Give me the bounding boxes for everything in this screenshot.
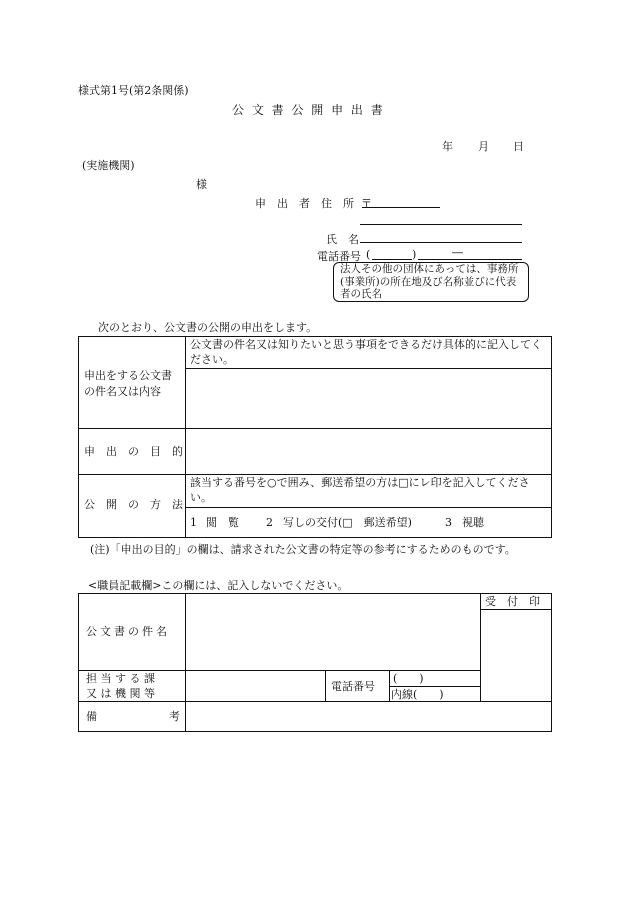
staff-label-divider: [185, 593, 186, 732]
phone-number-line[interactable]: [418, 259, 522, 260]
method-3-number[interactable]: 3: [445, 516, 452, 529]
dept-phone-divider-1: [325, 670, 326, 701]
name-line[interactable]: [360, 242, 522, 243]
phone-label: 電話番号: [317, 250, 361, 263]
form-number: 様式第1号(第2条関係): [78, 84, 189, 97]
staff-doc-name-label: 公文書の件名: [86, 625, 170, 638]
phone-paren-open: (: [366, 248, 371, 261]
method-copy-mail[interactable]: 写しの交付(□ 郵送希望): [283, 516, 412, 529]
doc-subject-label: 申出をする公文書の件名又は内容: [84, 369, 172, 398]
staff-section-heading: <職員記載欄>この欄には、記入しないでください。: [88, 579, 349, 592]
address-label: 申 出 者 住 所: [255, 197, 354, 210]
staff-row-line-2: [78, 701, 552, 702]
phone-area-line[interactable]: [372, 259, 412, 260]
dept-label-line2: 又 は 機 関 等: [86, 687, 155, 700]
name-label: 氏 名: [326, 233, 359, 246]
purpose-label: 申 出 の 目 的: [84, 445, 183, 458]
request-row3-subline: [185, 507, 552, 508]
page-title: 公 文 書 公 開 申 出 書: [232, 103, 385, 117]
method-listen[interactable]: 視聴: [462, 516, 484, 529]
staff-phone-paren: ( ): [393, 672, 424, 685]
staff-extension: 内線( ): [391, 688, 444, 701]
honorific-label: 様: [196, 178, 207, 191]
intro-text: 次のとおり、公文書の公開の申出をします。: [98, 321, 318, 334]
postal-mark: 〒: [361, 197, 372, 210]
method-view[interactable]: 閲 覧: [206, 516, 239, 529]
purpose-input-area[interactable]: [186, 429, 551, 473]
doc-subject-instruction: 公文書の件名又は知りたいと思う事項をできるだけ具体的に記入してください。: [190, 338, 542, 366]
remarks-label-right: 考: [169, 710, 180, 723]
method-instruction: 該当する番号を○で囲み、郵送希望の方は□にレ印を記入してください。: [190, 476, 530, 504]
address-line-2[interactable]: [360, 224, 522, 225]
phone-dash: ―: [452, 246, 463, 259]
staff-phone-label: 電話番号: [331, 680, 375, 693]
corp-note: 法人その他の団体にあっては、事務所(事業所)の所在地及び名称並びに代表者の氏名: [340, 263, 519, 300]
phone-paren-close: ): [412, 248, 417, 261]
dept-label-line1: 担 当 す る 課: [86, 672, 155, 685]
date-month-label: 月: [478, 140, 489, 153]
purpose-note: (注)「申出の目的」の欄は、請求された公文書の特定等の参考にするためのものです。: [90, 543, 516, 556]
method-2-number[interactable]: 2: [266, 516, 273, 529]
remarks-label-left: 備: [86, 710, 97, 723]
doc-subject-input-area[interactable]: [186, 369, 551, 427]
date-year-label: 年: [442, 140, 453, 153]
method-1-number[interactable]: 1: [190, 516, 197, 529]
stamp-header-line: [480, 609, 552, 610]
method-label: 公 開 の 方 法: [84, 498, 183, 511]
address-line-1[interactable]: [362, 207, 440, 208]
reception-stamp-label: 受 付 印: [485, 595, 540, 608]
agency-label: (実施機関): [82, 159, 135, 172]
date-day-label: 日: [513, 140, 524, 153]
